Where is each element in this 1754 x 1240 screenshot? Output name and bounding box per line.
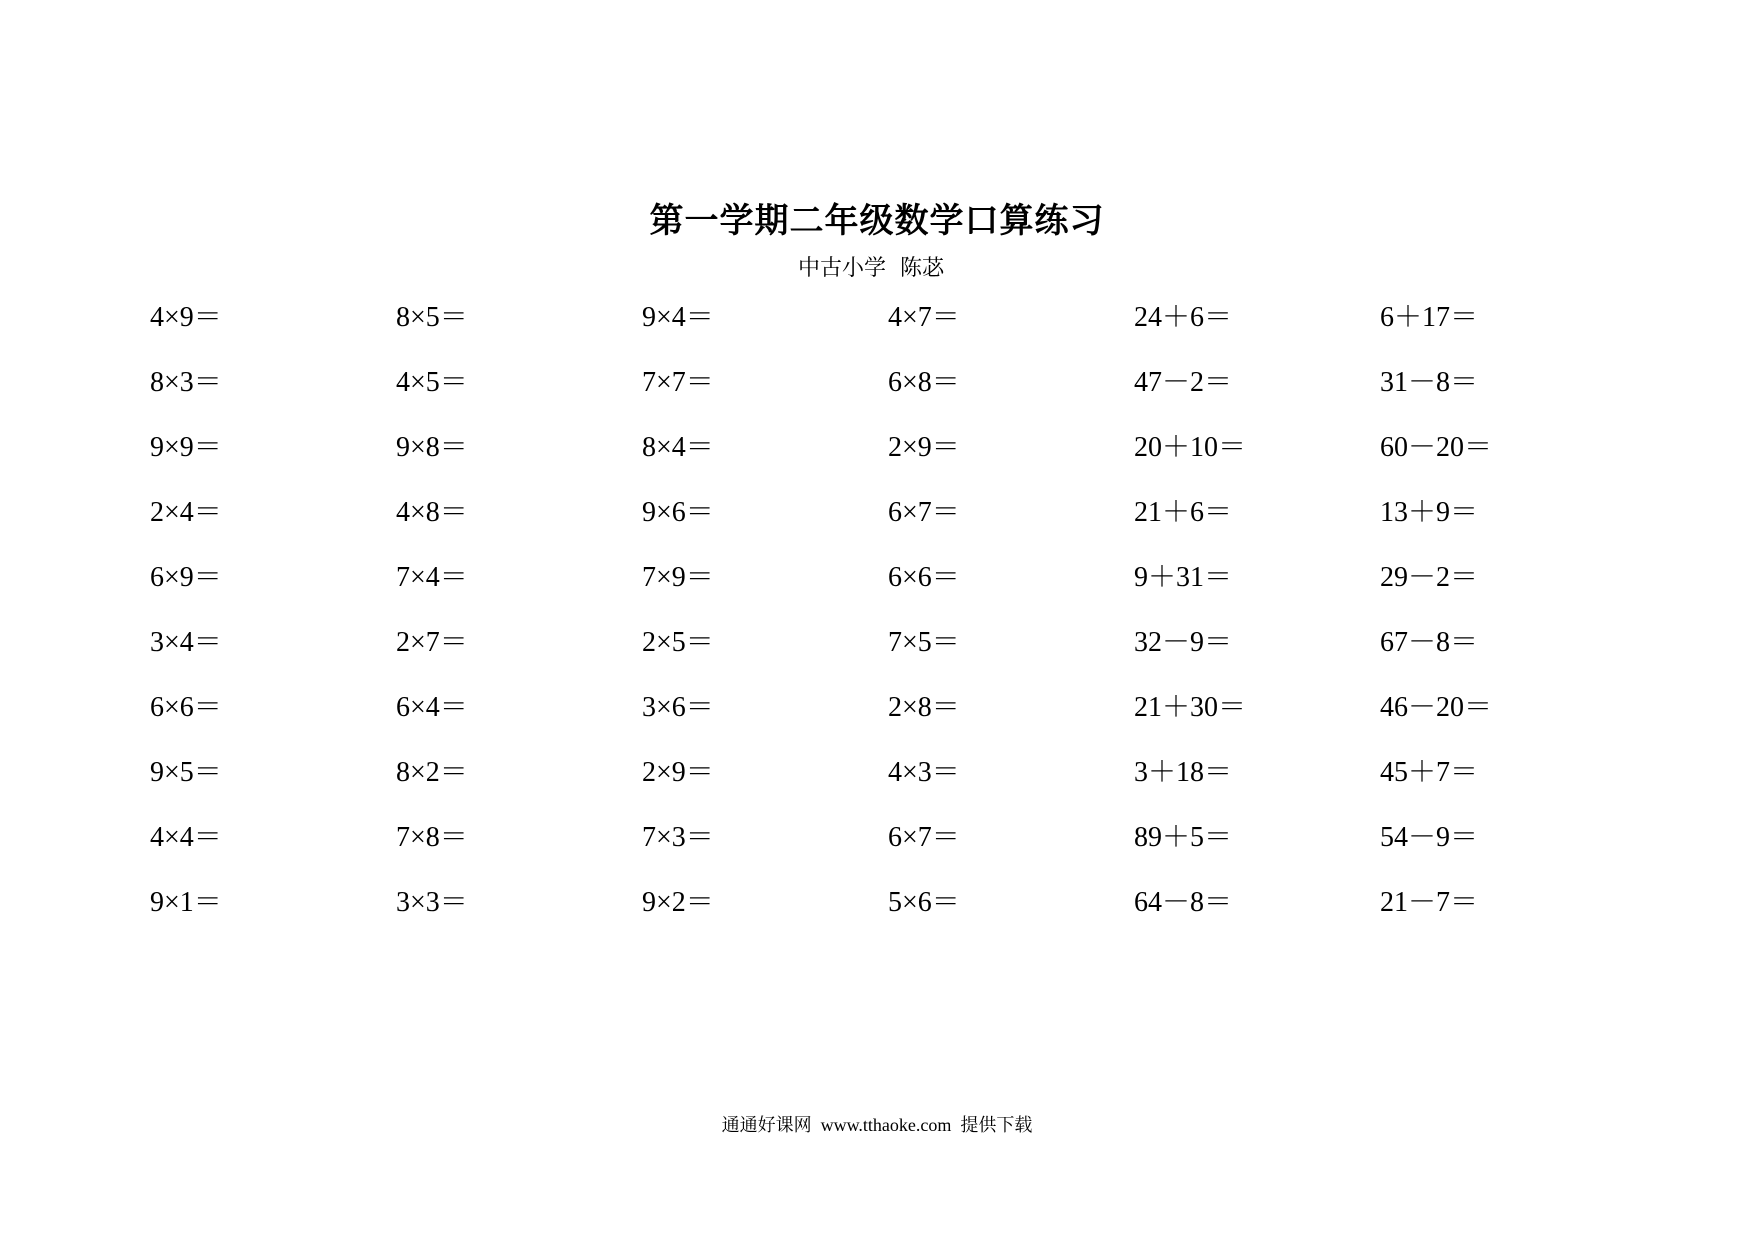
problem-item: 45＋7＝	[1380, 757, 1479, 788]
problem-item: 3×6＝	[642, 692, 714, 723]
problem-item: 4×8＝	[396, 497, 468, 528]
problem-row	[150, 815, 1530, 880]
problem-item: 6×4＝	[396, 692, 468, 723]
problem-item: 64－8＝	[1134, 887, 1233, 918]
problem-row	[150, 880, 1530, 945]
problem-item: 3×4＝	[150, 627, 222, 658]
problem-item: 13＋9＝	[1380, 497, 1479, 528]
problem-item: 6×6＝	[150, 692, 222, 723]
problem-row	[150, 490, 1530, 555]
problem-item: 2×8＝	[888, 692, 960, 723]
page-title: 第一学期二年级数学口算练习	[649, 201, 1105, 241]
problem-item: 8×5＝	[396, 302, 468, 333]
problem-item: 7×5＝	[888, 627, 960, 658]
problem-item: 4×3＝	[888, 757, 960, 788]
problem-item: 9×9＝	[150, 432, 222, 463]
problem-item: 6×9＝	[150, 562, 222, 593]
problem-item: 67－8＝	[1380, 627, 1479, 658]
problem-item: 4×5＝	[396, 367, 468, 398]
problem-item: 20＋10＝	[1134, 432, 1247, 463]
problem-row	[150, 295, 1530, 360]
problem-item: 3×3＝	[396, 887, 468, 918]
problem-item: 5×6＝	[888, 887, 960, 918]
problem-item: 8×4＝	[642, 432, 714, 463]
problem-item: 46－20＝	[1380, 692, 1493, 723]
problem-row	[150, 360, 1530, 425]
problem-row	[150, 555, 1530, 620]
problem-item: 47－2＝	[1134, 367, 1233, 398]
problem-item: 7×8＝	[396, 822, 468, 853]
problem-item: 2×4＝	[150, 497, 222, 528]
problem-row	[150, 425, 1530, 490]
problem-item: 8×3＝	[150, 367, 222, 398]
problem-item: 6×7＝	[888, 497, 960, 528]
problem-item: 9×2＝	[642, 887, 714, 918]
problem-item: 7×9＝	[642, 562, 714, 593]
problem-item: 7×7＝	[642, 367, 714, 398]
problem-item: 31－8＝	[1380, 367, 1479, 398]
problem-item: 6＋17＝	[1380, 302, 1479, 333]
problem-item: 8×2＝	[396, 757, 468, 788]
problem-item: 6×8＝	[888, 367, 960, 398]
problem-item: 4×9＝	[150, 302, 222, 333]
problem-item: 21＋30＝	[1134, 692, 1247, 723]
problem-item: 4×4＝	[150, 822, 222, 853]
problem-item: 9×8＝	[396, 432, 468, 463]
problem-row	[150, 750, 1530, 815]
problem-item: 24＋6＝	[1134, 302, 1233, 333]
problem-item: 7×3＝	[642, 822, 714, 853]
problem-item: 2×9＝	[888, 432, 960, 463]
problem-item: 32－9＝	[1134, 627, 1233, 658]
problem-item: 21－7＝	[1380, 887, 1479, 918]
problem-item: 21＋6＝	[1134, 497, 1233, 528]
problem-row	[150, 685, 1530, 750]
author-line: 中古小学 陈苾	[798, 256, 944, 281]
problem-item: 9×1＝	[150, 887, 222, 918]
footer-source: 通通好课网 www.tthaoke.com 提供下载	[721, 1115, 1033, 1135]
problem-item: 54－9＝	[1380, 822, 1479, 853]
problem-item: 9×6＝	[642, 497, 714, 528]
problem-item: 2×5＝	[642, 627, 714, 658]
problem-item: 2×9＝	[642, 757, 714, 788]
problem-item: 6×6＝	[888, 562, 960, 593]
problem-item: 9×4＝	[642, 302, 714, 333]
problem-item: 60－20＝	[1380, 432, 1493, 463]
problem-item: 3＋18＝	[1134, 757, 1233, 788]
problem-item: 2×7＝	[396, 627, 468, 658]
problem-item: 6×7＝	[888, 822, 960, 853]
problem-item: 7×4＝	[396, 562, 468, 593]
problem-item: 4×7＝	[888, 302, 960, 333]
problem-grid	[150, 295, 1530, 945]
problem-item: 9×5＝	[150, 757, 222, 788]
problem-row	[150, 620, 1530, 685]
problem-item: 9＋31＝	[1134, 562, 1233, 593]
problem-item: 29－2＝	[1380, 562, 1479, 593]
problem-item: 89＋5＝	[1134, 822, 1233, 853]
